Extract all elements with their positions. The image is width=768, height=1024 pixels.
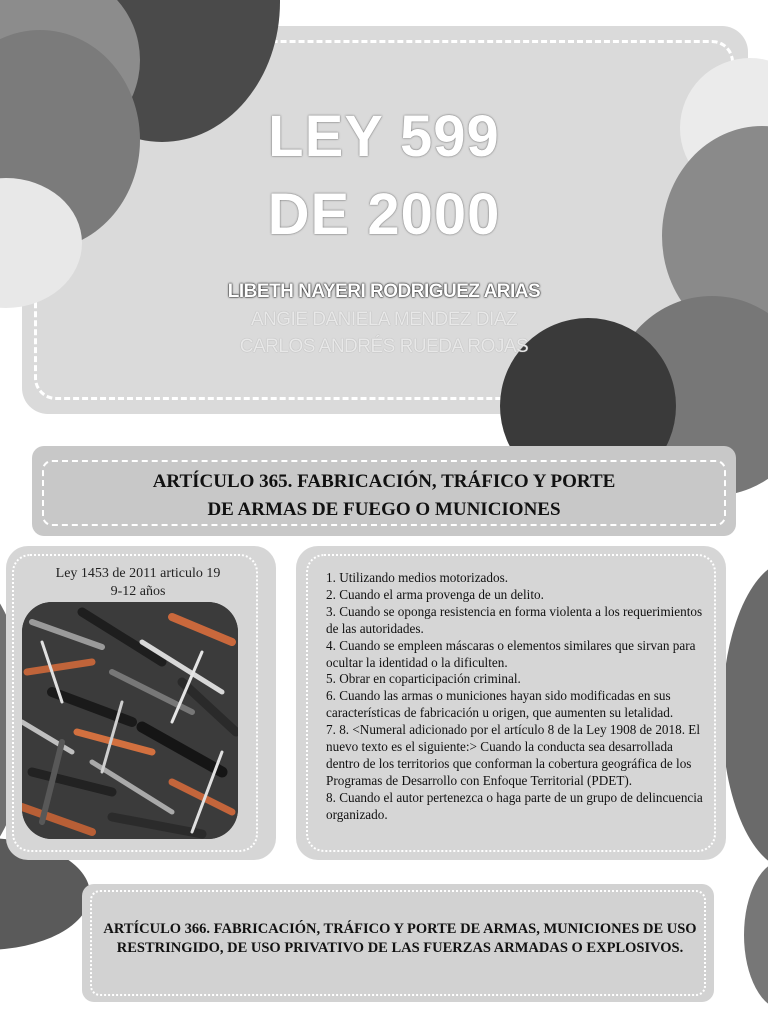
title-line-1: LEY 599: [268, 104, 500, 169]
weapons-pile-illustration: [22, 602, 238, 839]
list-item: 1. Utilizando medios motorizados.: [326, 570, 509, 585]
author-name: CARLOS ANDRÉS RUEDA ROJAS: [239, 336, 529, 357]
list-item: 2. Cuando el arma provenga de un delito.: [326, 586, 544, 602]
article-365-heading: [60, 468, 708, 524]
penalty-years: 9-12 años: [110, 584, 166, 599]
list-item: 5. Obrar en coparticipación criminal.: [326, 671, 521, 687]
law-reference-line: Ley 1453 de 2011 articulo 19: [55, 566, 221, 581]
title-line-2: DE 2000: [267, 182, 501, 247]
list-item: 3. Cuando se oponga resistencia en forma violenta a los requerimientos de las autoridades.: [326, 603, 703, 636]
list-item: 6. Cuando las armas o municiones hayan sido modificadas en sus características de fabricación u origen, que aumenten su letalidad.: [326, 688, 674, 721]
list-item: 7. 8. <Numeral adicionado por el artículo 8 de la Ley 1908 de 2018. El nuevo texto es el siguiente:> Cuando la conducta sea desarrollada dentro de los territorios que conforman la cobertura geográfica de los Programas de Desarrollo con Enfoque Territorial (PDET).: [326, 722, 701, 788]
author-name: LIBETH NAYERI RODRIGUEZ ARIAS: [227, 281, 541, 302]
decor-shape: [744, 860, 768, 1010]
weapons-pile-photo: [22, 602, 238, 839]
law-reference: [20, 565, 256, 601]
article-366-heading: ARTÍCULO 366. FABRICACIÓN, TRÁFICO Y PORTE DE ARMAS, MUNICIONES DE USO RESTRINGIDO, DE USO PRIVATIVO DE LAS FUERZAS ARMADAS O EXPLOSIVOS.: [103, 921, 697, 956]
list-item: 8. Cuando el autor pertenezca o haga parte de un grupo de delincuencia organizado.: [326, 789, 703, 822]
article-365-heading-line: ARTÍCULO 365. FABRICACIÓN, TRÁFICO Y PORTE: [152, 471, 616, 492]
article-365-heading-line: DE ARMAS DE FUEGO O MUNICIONES: [207, 499, 561, 520]
list-item: 4. Cuando se empleen máscaras o elementos similares que sirvan para ocultar la identidad o la dificulten.: [326, 637, 696, 670]
author-name: ANGIE DANIELA MENDEZ DIAZ: [250, 309, 518, 330]
decor-shape: [722, 560, 768, 870]
circumstances-list: [326, 570, 708, 824]
